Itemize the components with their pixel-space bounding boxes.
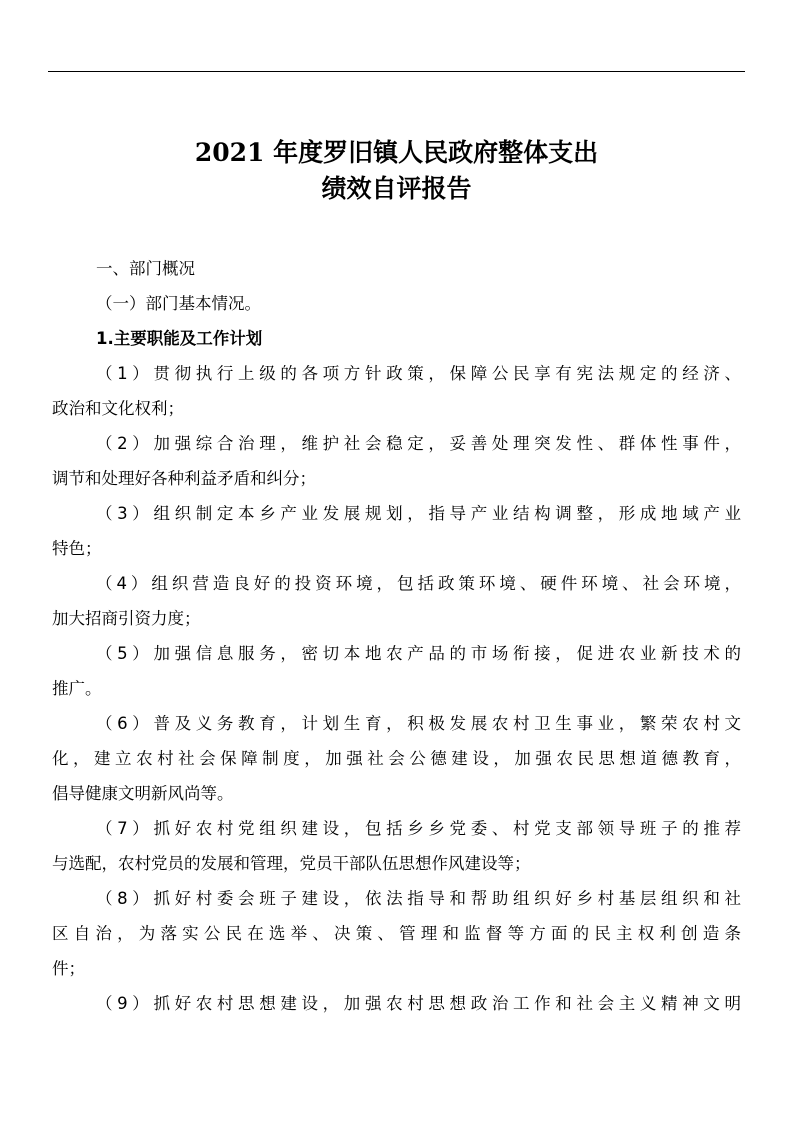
paragraph-line: 特色； — [52, 539, 102, 558]
paragraph-line: 区自治，为落实公民在选举、决策、管理和监督等方面的民主权利创造条 — [52, 924, 741, 943]
title-line-2: 绩效自评报告 — [321, 174, 472, 203]
paragraph-line: （1）贯彻执行上级的各项方针政策，保障公民享有宪法规定的经济、 — [96, 364, 741, 383]
paragraph-line: （2）加强综合治理，维护社会稳定，妥善处理突发性、群体性事件， — [96, 434, 741, 453]
paragraph-line: 加大招商引资力度； — [52, 609, 201, 628]
document-title — [0, 135, 793, 207]
section-heading: 一、部门概况 — [96, 259, 195, 278]
paragraph-line: 政治和文化权利； — [52, 399, 184, 418]
paragraph-line: （8）抓好村委会班子建设，依法指导和帮助组织好乡村基层组织和社 — [96, 889, 741, 908]
paragraph-line: 调节和处理好各种利益矛盾和纠分； — [52, 469, 316, 488]
paragraph-line: （7）抓好农村党组织建设，包括乡乡党委、村党支部领导班子的推荐 — [96, 819, 741, 838]
paragraph-line: 推广。 — [52, 679, 102, 698]
subsection-heading: （一）部门基本情况。 — [96, 294, 261, 313]
paragraph-line: （9）抓好农村思想建设，加强农村思想政治工作和社会主义精神文明 — [96, 994, 741, 1013]
paragraph-line: （4）组织营造良好的投资环境，包括政策环境、硬件环境、社会环境， — [96, 574, 741, 593]
list-item — [52, 636, 741, 706]
list-item — [52, 811, 741, 881]
list-item — [52, 881, 741, 986]
paragraph-line: （3）组织制定本乡产业发展规划，指导产业结构调整，形成地域产业 — [96, 504, 741, 523]
list-item — [52, 356, 741, 426]
list-item — [52, 706, 741, 811]
paragraph-line: 与选配，农村党员的发展和管理，党员干部队伍思想作风建设等； — [52, 854, 531, 873]
subsubsection-heading: 1.主要职能及工作计划 — [96, 329, 263, 348]
paragraph-line: 倡导健康文明新风尚等。 — [52, 784, 234, 803]
paragraph-line: 件； — [52, 959, 85, 978]
paragraph-line: 化，建立农村社会保障制度，加强社会公德建设，加强农民思想道德教育， — [52, 749, 741, 768]
paragraph-line: （5）加强信息服务，密切本地农产品的市场衔接，促进农业新技术的 — [96, 644, 741, 663]
document-body — [52, 251, 741, 1021]
list-item — [52, 566, 741, 636]
list-item — [52, 496, 741, 566]
title-line-1: 2021 年度罗旧镇人民政府整体支出 — [194, 138, 599, 167]
list-item — [52, 426, 741, 496]
paragraph-line: （6）普及义务教育，计划生育，积极发展农村卫生事业，繁荣农村文 — [96, 714, 741, 733]
list-item — [52, 986, 741, 1021]
header-rule — [48, 71, 745, 72]
